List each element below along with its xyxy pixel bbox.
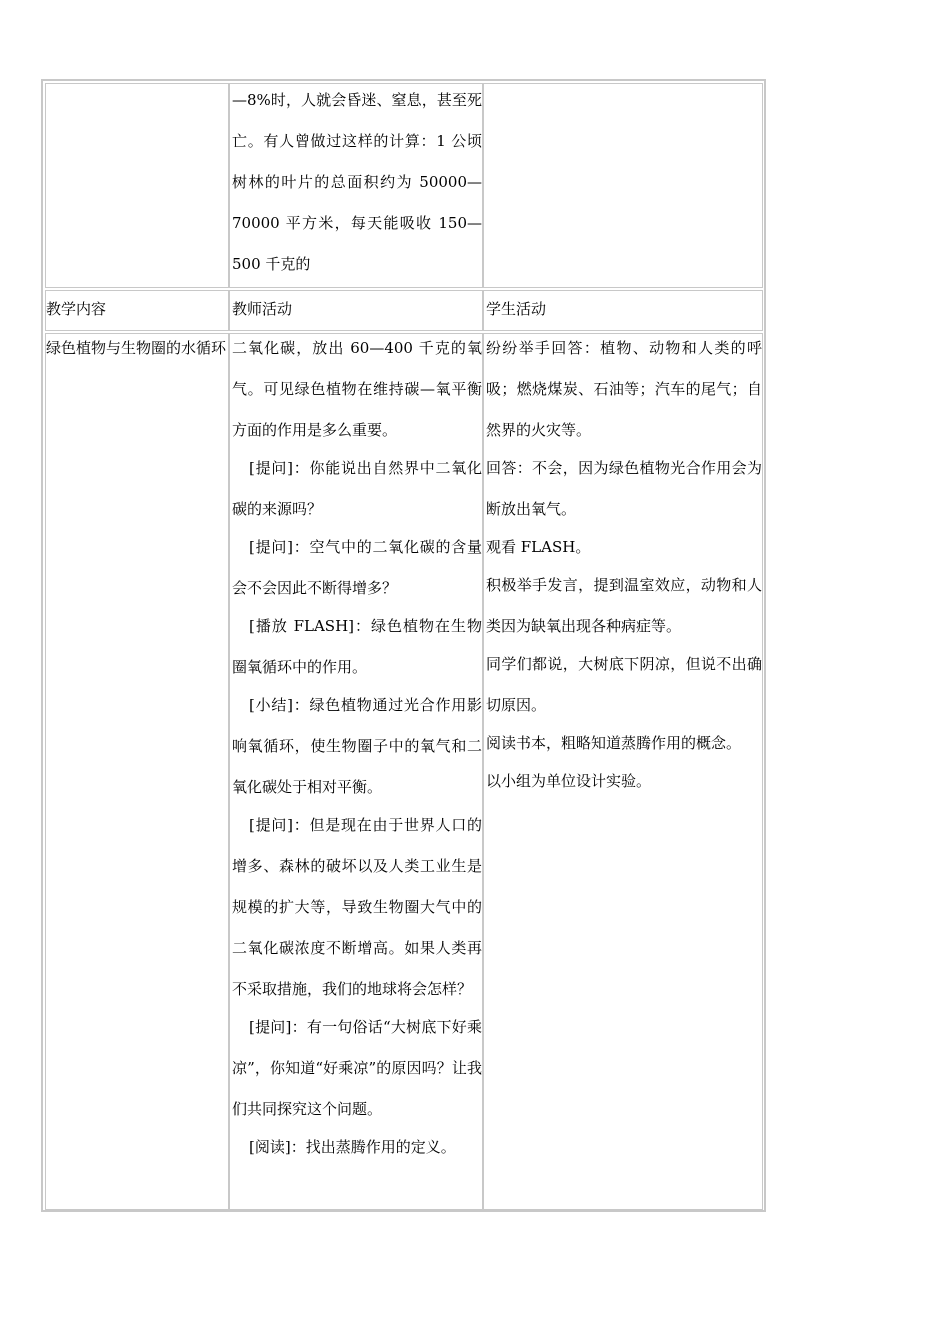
student-watch: 观看 FLASH。 — [486, 538, 591, 556]
top-row-teacher-text: —8%时，人就会昏迷、窒息，甚至死亡。有人曾做过这样的计算：1 公顷树林的叶片的总面积约为 50000—70000 平方米，每天能吸收 150—500 千克的 — [232, 91, 482, 273]
teacher-question: [提问]：空气中的二氧化碳的含量会不会因此不断得增多？ — [232, 538, 482, 597]
teacher-question: [提问]：你能说出自然界中二氧化碳的来源吗？ — [232, 459, 482, 518]
content-topic-text: 绿色植物与生物圈的水循环 — [46, 339, 227, 357]
header-teaching-content: 教学内容 — [46, 300, 107, 318]
content-topic-cell — [45, 333, 229, 1210]
header-teacher-cell — [229, 290, 483, 331]
top-row-content-cell — [45, 83, 229, 288]
teacher-summary: [小结]：绿色植物通过光合作用影响氧循环，使生物圈子中的氧气和二氧化碳处于相对平衡。 — [232, 696, 482, 796]
student-answer: 同学们都说，大树底下阴凉，但说不出确切原因。 — [486, 655, 762, 714]
student-answer: 纷纷举手回答：植物、动物和人类的呼吸；燃烧煤炭、石油等；汽车的尾气；自然界的火灾等。 — [486, 339, 762, 439]
content-teacher-cell — [229, 333, 483, 1210]
header-teacher-activity: 教师活动 — [232, 300, 293, 318]
student-reading: 阅读书本，粗略知道蒸腾作用的概念。 — [486, 734, 742, 752]
teacher-question: [提问]：但是现在由于世界人口的增多、森林的破坏以及人类工业生是规模的扩大等，导致生物圈大气中的二氧化碳浓度不断增高。如果人类再不采取措施，我们的地球将会怎样？ — [232, 816, 482, 998]
teacher-paragraph: 二氧化碳，放出 60—400 千克的氧气。可见绿色植物在维持碳—氧平衡方面的作用是多么重要。 — [232, 339, 482, 439]
student-answer: 积极举手发言，提到温室效应，动物和人类因为缺氧出现各种病症等。 — [486, 576, 762, 635]
header-content-cell — [45, 290, 229, 331]
top-row-student-cell — [483, 83, 763, 288]
teacher-question: [提问]：有一句俗话“大树底下好乘凉”，你知道“好乘凉”的原因吗？让我们共同探究这个问题。 — [232, 1018, 482, 1118]
header-student-activity: 学生活动 — [486, 300, 547, 318]
teacher-flash: [播放 FLASH]：绿色植物在生物圈氧循环中的作用。 — [232, 617, 482, 676]
student-answer: 回答：不会，因为绿色植物光合作用会为断放出氧气。 — [486, 459, 762, 518]
top-row-teacher-cell — [229, 83, 483, 288]
content-student-cell — [483, 333, 763, 1210]
lesson-table — [41, 79, 766, 1212]
student-experiment: 以小组为单位设计实验。 — [486, 772, 652, 790]
teacher-reading: [阅读]：找出蒸腾作用的定义。 — [249, 1138, 456, 1156]
header-student-cell — [483, 290, 763, 331]
